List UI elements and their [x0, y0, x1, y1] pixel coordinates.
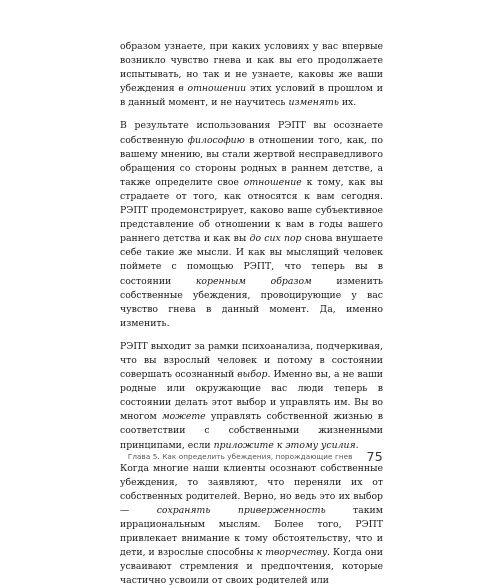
emphasized-text: коренным образом	[195, 275, 312, 287]
page-footer	[120, 447, 383, 465]
emphasized-text: сохранять приверженность	[156, 504, 326, 516]
text-run: к тому, как вы страдаете от того, как относятся к вам сегодня. РЭПТ продемонстрирует, каково ваше субъективное представление об отношении к вам в годы вашего раннего детства и как вы	[120, 176, 383, 245]
emphasized-text: отношение	[243, 176, 302, 188]
paragraph	[120, 40, 383, 110]
emphasized-text: приложите к этому усилия	[213, 439, 356, 451]
text-run: .	[355, 439, 359, 451]
emphasized-text: в отношении	[178, 83, 247, 95]
text-run: РЭПТ выходит за рамки психоанализа, подчеркивая, что вы взрослый человек и потому в состоянии совершать осознанный	[120, 340, 383, 381]
paragraph	[120, 462, 383, 588]
text-run: управлять собственной жизнью в соответствии с собственными жизненными принципами, если	[120, 411, 383, 451]
emphasized-text: до сих пор	[249, 233, 302, 245]
text-run: в отношении того, как, по вашему мнению, вы стали жертвой несправедливого обращения со стороны родных в раннем детстве, а также определите свое	[120, 134, 383, 188]
page-number: 75	[366, 448, 383, 464]
emphasized-text: философию	[187, 134, 245, 146]
running-footer-chapter-title: Глава 5. Как определить убеждения, порождающие гнев	[127, 451, 353, 461]
text-run: образом узнаете, при каких условиях у вас впервые возникло чувство гнева и как вы его продолжаете испытывать, но так и не узнаете, каковы же ваши убеждения	[120, 41, 383, 95]
emphasized-text: к творчеству	[256, 547, 328, 559]
text-run: таким иррациональным мыслям. Более того, РЭПТ привлекает внимание к тому обстоятельству, что и дети, и взрослые способны	[120, 504, 383, 559]
text-run: изменить собственные убеждения, провоцирующие у вас чувство гнева в данный момент. Да, именно изменить.	[120, 275, 383, 329]
body-text	[120, 40, 383, 588]
text-run: этих условий в прошлом и в данный момент, и не научитесь	[120, 83, 383, 109]
text-run: В результате использования РЭПТ вы осознаете собственную	[120, 120, 383, 146]
text-run: их.	[338, 97, 357, 109]
emphasized-text: изменять	[288, 97, 339, 109]
emphasized-text: выбор	[237, 369, 268, 381]
text-run: . Именно вы, а не ваши родные или окружающие вас люди теперь в состоянии делать этот выбор и управлять им. Вы во многом	[120, 369, 383, 423]
paragraph	[120, 340, 383, 453]
text-run: Когда многие наши клиенты осознают собственные убеждения, то заявляют, что переняли их от собственных родителей. Верно, но ведь это их выбор —	[120, 462, 383, 516]
paragraph	[120, 119, 383, 330]
text-run: снова внушаете себе такие же мысли. И как вы мыслящий человек поймете с помощью РЭПТ, что теперь вы в состоянии	[120, 233, 384, 287]
text-run: . Когда они усваивают стремления и предпочтения, которые частично усвоили от своих родителей или	[120, 547, 383, 587]
emphasized-text: можете	[161, 411, 206, 423]
